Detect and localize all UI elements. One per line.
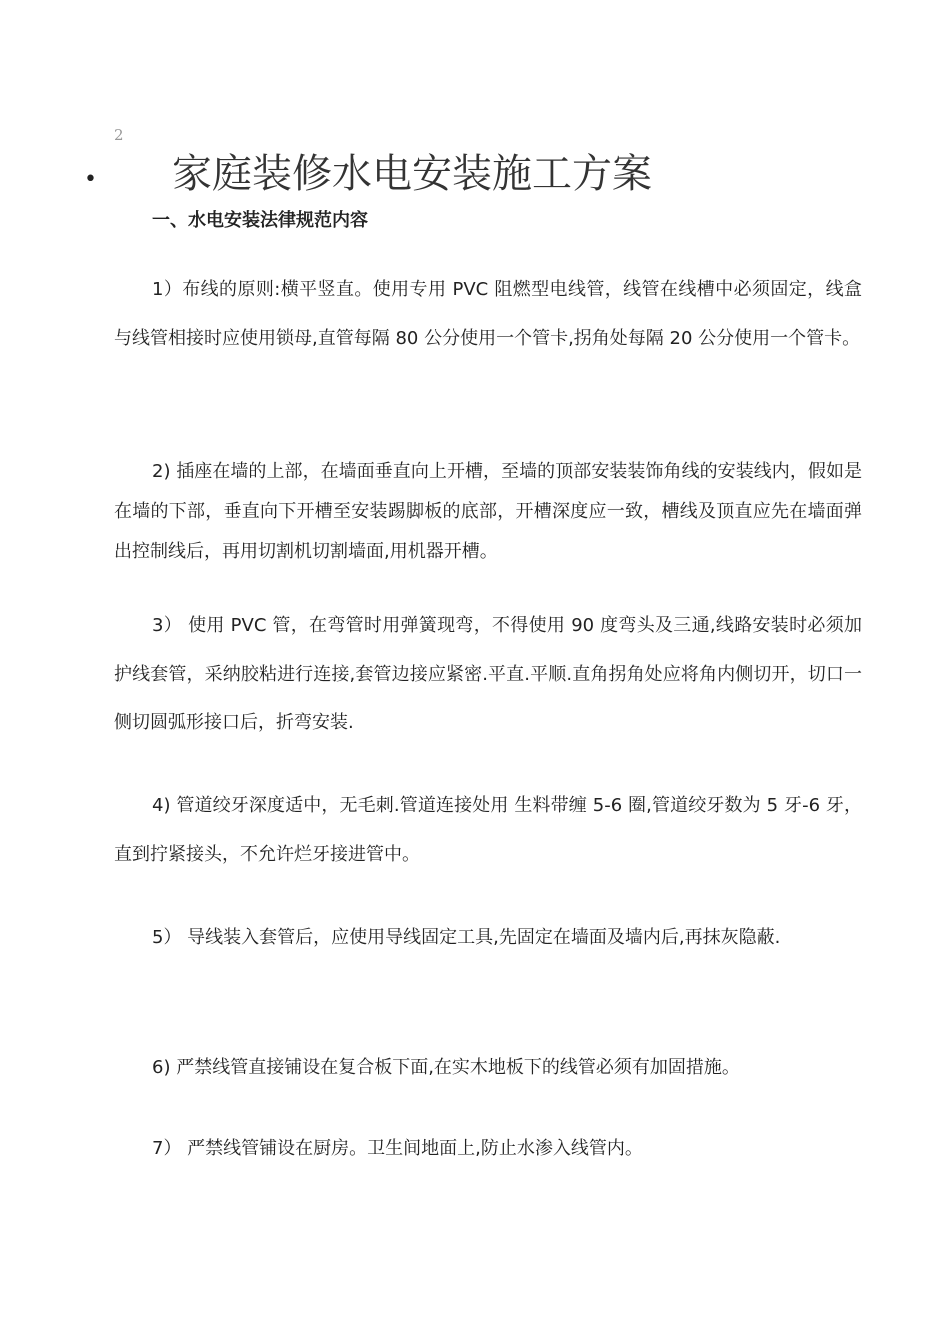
section-heading: 一、水电安装法律规范内容 bbox=[152, 210, 368, 231]
paragraph-2: 2) 插座在墙的上部，在墙面垂直向上开槽，至墙的顶部安装装饰角线的安装线内，假如是在墙的下部，垂直向下开槽至安装踢脚板的底部，开槽深度应一致，槽线及顶直应先在墙面弹出控制线后，再用切割机切割墙面,用机器开槽。 bbox=[114, 461, 862, 562]
paragraph-3: 3） 使用 PVC 管，在弯管时用弹簧现弯，不得使用 90 度弯头及三通,线路安装时必须加护线套管，采纳胶粘进行连接,套管边接应紧密.平直.平顺.直角拐角处应将角内侧切开，切口一侧切圆弧形接口后，折弯安装. bbox=[114, 615, 862, 733]
document-title: 家庭装修水电安装施工方案 bbox=[172, 151, 652, 197]
paragraph-6: 6) 严禁线管直接铺设在复合板下面,在实木地板下的线管必须有加固措施。 bbox=[152, 1057, 740, 1078]
paragraph-1: 1）布线的原则:横平竖直。使用专用 PVC 阻燃型电线管，线管在线槽中必须固定，线盒与线管相接时应使用锁母,直管每隔 80 公分使用一个管卡,拐角处每隔 20 公分使用一个管卡。 bbox=[114, 279, 862, 349]
paragraph-7: 7） 严禁线管铺设在厨房。卫生间地面上,防止水渗入线管内。 bbox=[152, 1138, 643, 1159]
paragraph-4: 4) 管道绞牙深度适中，无毛刺.管道连接处用 生料带缠 5-6 圈,管道绞牙数为 5 牙-6 牙，直到拧紧接头，不允许烂牙接进管中。 bbox=[114, 795, 862, 865]
title-bullet: • bbox=[84, 167, 97, 192]
paragraph-5: 5） 导线装入套管后，应使用导线固定工具,先固定在墙面及墙内后,再抹灰隐蔽. bbox=[152, 927, 781, 948]
page-number: 2 bbox=[114, 126, 124, 144]
